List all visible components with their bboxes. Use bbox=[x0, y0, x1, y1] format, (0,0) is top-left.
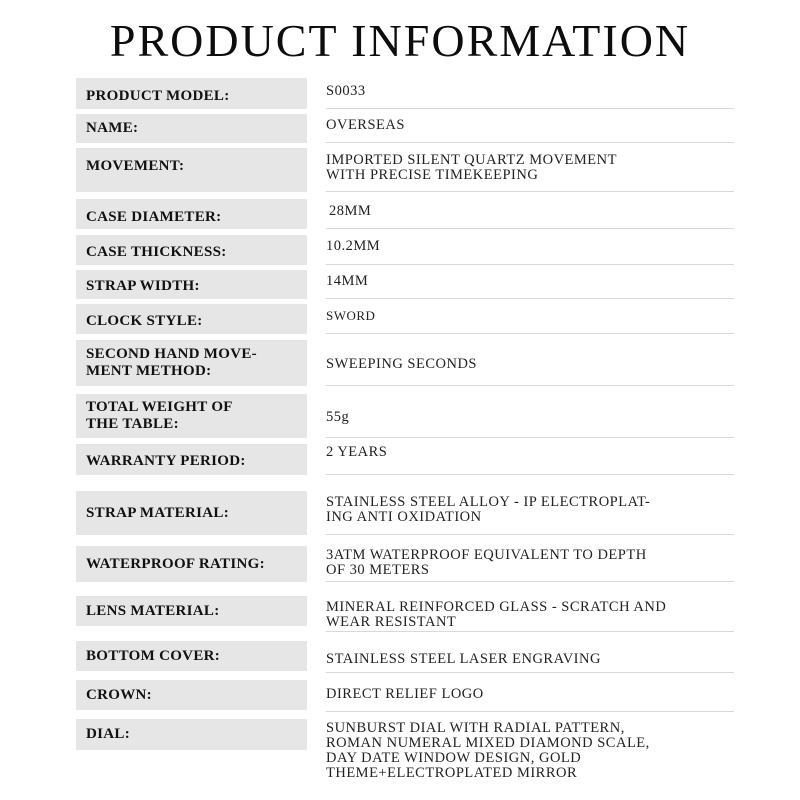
spec-label: DIAL: bbox=[76, 719, 307, 750]
spec-value: STAINLESS STEEL LASER ENGRAVING bbox=[326, 641, 734, 673]
spec-row-case-diameter bbox=[76, 199, 734, 229]
spec-value: 2 YEARS bbox=[326, 444, 734, 475]
spec-row-strap-width bbox=[76, 270, 734, 299]
spec-label: WARRANTY PERIOD: bbox=[76, 444, 307, 475]
spec-label: BOTTOM COVER: bbox=[76, 641, 307, 671]
spec-row-crown bbox=[76, 680, 734, 712]
spec-value: 28MM bbox=[326, 199, 734, 229]
spec-row-case-thickness bbox=[76, 235, 734, 265]
spec-value: STAINLESS STEEL ALLOY - IP ELECTROPLAT- ING ANTI OXIDATION bbox=[326, 491, 734, 535]
spec-label: LENS MATERIAL: bbox=[76, 596, 307, 626]
spec-label: CASE DIAMETER: bbox=[76, 199, 307, 229]
spec-row-clock-style bbox=[76, 304, 734, 334]
spec-value: IMPORTED SILENT QUARTZ MOVEMENT WITH PRECISE TIMEKEEPING bbox=[326, 148, 734, 192]
spec-value: SWEEPING SECONDS bbox=[326, 340, 734, 386]
spec-label: STRAP WIDTH: bbox=[76, 270, 307, 299]
spec-row-name bbox=[76, 114, 734, 143]
spec-value: OVERSEAS bbox=[326, 114, 734, 143]
spec-value: SWORD bbox=[326, 304, 734, 334]
spec-label: TOTAL WEIGHT OF THE TABLE: bbox=[76, 394, 307, 438]
page-title: PRODUCT INFORMATION bbox=[109, 15, 691, 66]
spec-label: CASE THICKNESS: bbox=[76, 235, 307, 265]
spec-label: MOVEMENT: bbox=[76, 148, 307, 192]
spec-row-bottom-cover bbox=[76, 641, 734, 673]
spec-row-waterproof bbox=[76, 546, 734, 582]
spec-row-product-model bbox=[76, 78, 734, 109]
spec-row-total-weight bbox=[76, 394, 734, 438]
spec-value: 14MM bbox=[326, 270, 734, 299]
spec-row-movement bbox=[76, 148, 734, 192]
spec-label: CLOCK STYLE: bbox=[76, 304, 307, 334]
spec-row-second-hand bbox=[76, 340, 734, 386]
spec-row-warranty bbox=[76, 444, 734, 475]
spec-value: 55g bbox=[326, 394, 734, 438]
spec-label: STRAP MATERIAL: bbox=[76, 491, 307, 535]
spec-row-dial bbox=[76, 719, 734, 796]
spec-value: DIRECT RELIEF LOGO bbox=[326, 680, 734, 712]
spec-label: SECOND HAND MOVE- MENT METHOD: bbox=[76, 340, 307, 386]
spec-row-lens-material bbox=[76, 596, 734, 632]
spec-label: PRODUCT MODEL: bbox=[76, 78, 307, 109]
spec-value: SUNBURST DIAL WITH RADIAL PATTERN, ROMAN NUMERAL MIXED DIAMOND SCALE, DAY DATE WINDOW DESIGN, GOLD THEME+ELECTROPLATED MIRROR bbox=[326, 720, 650, 781]
spec-value: MINERAL REINFORCED GLASS - SCRATCH AND WEAR RESISTANT bbox=[326, 596, 734, 632]
spec-row-strap-material bbox=[76, 491, 734, 535]
spec-value: 10.2MM bbox=[326, 235, 734, 265]
spec-value: S0033 bbox=[326, 78, 734, 109]
spec-label: NAME: bbox=[76, 114, 307, 143]
spec-label: WATERPROOF RATING: bbox=[76, 546, 307, 582]
spec-label: CROWN: bbox=[76, 680, 307, 710]
spec-value: 3ATM WATERPROOF EQUIVALENT TO DEPTH OF 30 METERS bbox=[326, 546, 734, 582]
